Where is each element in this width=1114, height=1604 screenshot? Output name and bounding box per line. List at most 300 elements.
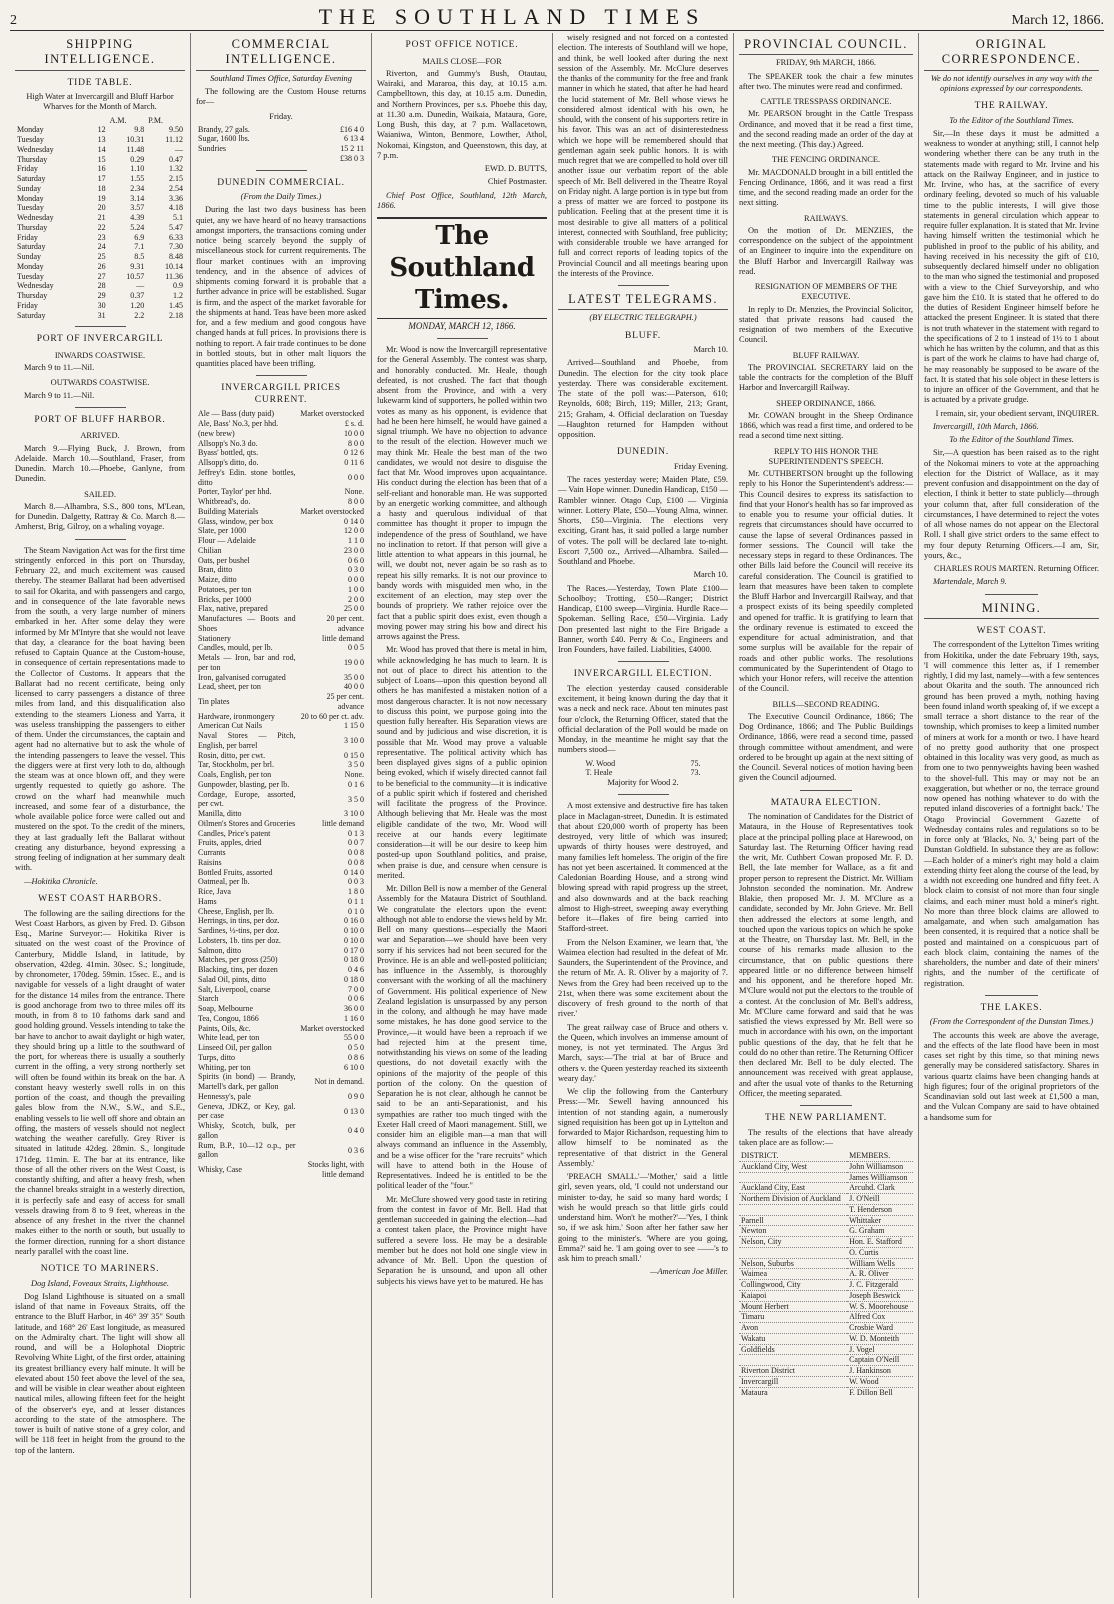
latest-telegrams-heading: LATEST TELEGRAMS. [558, 292, 728, 310]
section-heading-commercial: COMMERCIAL INTELLIGENCE. [196, 37, 366, 71]
price-row-cell: 0 0 8 [348, 848, 364, 858]
dunedin-date-2: March 10. [693, 570, 728, 580]
price-row [196, 1063, 366, 1073]
price-row [196, 526, 366, 536]
parliament-header: DISTRICT. [741, 1151, 779, 1161]
new-parliament-intro: The results of the elections that have already taken place are as follow:— [739, 1127, 913, 1147]
mining-heading: MINING. [924, 601, 1099, 619]
price-row-cell: Metals — Iron, bar and rod, per ton [198, 653, 296, 672]
price-row-cell: Whitbread's, do. [198, 497, 251, 507]
tide-row-cell: 18 [97, 183, 106, 193]
prices-current-heading: INVERCARGILL PRICES CURRENT. [221, 383, 341, 405]
parliament-row-cell: Captain O'Neill [847, 1355, 913, 1366]
price-row [196, 809, 366, 819]
new-parliament-heading: THE NEW PARLIAMENT. [765, 1113, 887, 1124]
tide-row-cell: Friday [17, 164, 38, 174]
news-source: —Hokitika Chronicle. [24, 876, 98, 886]
price-row [196, 673, 366, 683]
tide-row [15, 272, 185, 282]
price-row-cell: 0 1 0 [348, 906, 364, 916]
price-row-cell: Stocks light, with little demand [307, 1160, 364, 1179]
council-item-heading: REPLY TO HIS HONOR THE SUPERINTENDENT'S SPEECH. [768, 446, 884, 466]
price-row [196, 731, 366, 751]
price-row [196, 595, 366, 605]
tide-row-cell: 14 [97, 144, 106, 154]
price-row-cell: Cheese, English, per lb. [198, 906, 274, 916]
price-row-cell: Cordage, Europe, assorted, per cwt. [198, 789, 296, 809]
price-row-cell: £ s. d. [344, 419, 364, 429]
price-row [196, 1033, 366, 1043]
price-row [196, 994, 366, 1004]
price-row-cell: Turps, ditto [198, 1052, 236, 1062]
council-dateline: FRIDAY, 9th MARCH, 1866. [775, 58, 877, 68]
customs-return-row-cell: £16 4 0 [340, 124, 364, 134]
tide-row-cell: 2.54 [169, 183, 183, 193]
lakes-heading: THE LAKES. [980, 1002, 1043, 1013]
price-row [196, 468, 366, 488]
price-row [196, 546, 366, 556]
tide-table [15, 116, 185, 321]
dunedin-commercial-source: (From the Daily Times.) [240, 192, 322, 202]
parliament-row [739, 1194, 913, 1205]
tide-row-cell: 11.48 [126, 144, 145, 154]
tide-row-cell: 22 [97, 222, 106, 232]
inwards-heading: INWARDS COASTWISE. [54, 350, 146, 360]
price-row [196, 682, 366, 692]
parliament-table [739, 1151, 913, 1397]
price-row-cell: 25 0 0 [344, 604, 364, 614]
council-item-heading: RAILWAYS. [804, 213, 848, 223]
tide-row-cell: 2.2 [134, 310, 145, 320]
tide-row-cell: 29 [97, 291, 106, 301]
tide-row-cell: 9.31 [130, 261, 145, 271]
price-row-cell: Starch [198, 994, 219, 1004]
price-row-cell: Maize, ditto [198, 575, 237, 585]
price-row-cell: Rice, Java [198, 887, 231, 897]
parliament-row [739, 1366, 913, 1377]
tide-row [15, 184, 185, 194]
parliament-header: MEMBERS. [849, 1151, 891, 1161]
price-row [196, 770, 366, 780]
price-row-cell: (new brew) [198, 428, 235, 438]
tide-row-cell: 1.2 [173, 291, 183, 301]
editorial-paragraph: Mr. Wood has proved that there is metal in him, while acknowledging he has much to learn. It is not out of place to direct his attention to the subject of Loans—upon this question beyond all others he has manifested a mistaken notion of a most dangerous character. It is not now necessary to discuss this point, we purpose going into the question fully hereafter. His Separation views are sound and by judicious and wise discretion, it is possible that Mr. Wood may prove a valuable representative. The political activity which has been displayed gives signs of a public opinion being evoked, which if wisely directed cannot fail to be beneficial to the community—it is indicative of a public spirit which if fostered and cherished will facilitate the progress of the Province. Although believing that Mr. Heale was the most eligible candidate of the two, Mr. Wood will receive at our hands every legitimate consideration—it will be our desire to keep him posted-up upon Southland politics, and praise, when praise is due, and censure when censure is merited. [377, 645, 547, 880]
council-item-text: The PROVINCIAL SECRETARY laid on the table the contracts for the completion of the Bluff Harbor and Invercargill Railway. [739, 362, 913, 393]
price-row [196, 916, 366, 926]
parliament-row [739, 1172, 913, 1183]
correspondence-heading: ORIGINAL CORRESPONDENCE. [924, 37, 1099, 71]
customs-return-row-cell: Sundries [198, 144, 226, 153]
price-row-cell: Matches, per gross (250) [198, 955, 278, 965]
tide-row-cell: 3.57 [130, 203, 145, 213]
second-letter-place: Martendale, March 9. [933, 577, 1007, 587]
price-row [196, 897, 366, 907]
parliament-row-cell: Hon. E. Stafford [847, 1237, 913, 1248]
tide-row-cell: Thursday [17, 154, 48, 164]
tide-row [15, 125, 185, 135]
price-row [196, 926, 366, 936]
price-row-cell: 0 13 0 [344, 1106, 364, 1116]
price-row-cell: 0 1 3 [348, 828, 364, 838]
price-row-cell: Lead, sheet, per ton [198, 682, 261, 692]
post-office-sub: MAILS CLOSE—FOR [422, 56, 502, 66]
post-office-signed: EWD. D. BUTTS, [484, 164, 547, 174]
tide-row [15, 223, 185, 233]
tide-row-cell: 9.50 [169, 125, 183, 135]
price-row-cell: Hams [198, 896, 217, 906]
price-row-cell: Tar, Stockholm, per brl. [198, 760, 274, 770]
council-item-heading: BILLS—SECOND READING. [772, 699, 880, 709]
price-row [196, 868, 366, 878]
price-row [196, 965, 366, 975]
tide-row-cell: 24 [97, 242, 106, 252]
council-item-text: Mr. MACDONALD brought in a bill entitled the Fencing Ordinance, 1866, and it was read a first time, and the second reading made an order for the next sitting. [739, 167, 913, 208]
parliament-row-cell [739, 1247, 847, 1258]
parliament-row-cell: Collingwood, City [739, 1280, 847, 1291]
tide-row-cell: 26 [97, 261, 106, 271]
price-row-cell: Chilian [198, 545, 222, 555]
price-row-cell: 8 0 0 [348, 497, 364, 507]
election-result-row-cell: 75. [690, 758, 701, 768]
price-row-cell: 0 4 6 [348, 965, 364, 975]
tide-row-cell: 8.5 [134, 252, 145, 262]
price-row-cell: Candles, Price's patent [198, 828, 271, 838]
tide-row-cell: 21 [97, 213, 106, 223]
price-row-cell: 0 4 0 [348, 1126, 364, 1136]
invercargill-election-text: The election yesterday caused considerable excitement, it being known during the day that it was a neck and neck race. About ten minutes past four o'clock, the Returning Officer, stated that the official declaration of the Poll would be made on Monday, in the meantime he might say that the numbers stood— [558, 683, 728, 755]
price-row-cell: 55 0 0 [344, 1033, 364, 1043]
council-item-heading: SHEEP ORDINANCE, 1866. [776, 398, 876, 408]
tide-row-cell: 10.31 [126, 135, 145, 145]
price-row-cell: 20 to 60 per ct. adv. [300, 711, 364, 721]
parliament-row-cell: Mataura [739, 1387, 847, 1397]
telegrams-sub: (BY ELECTRIC TELEGRAPH.) [589, 313, 697, 323]
price-row-cell: 1 8 0 [348, 887, 364, 897]
price-row [196, 751, 366, 761]
parliament-row-cell: Alfred Cox [847, 1312, 913, 1323]
price-row-cell: Whisky, Case [198, 1165, 242, 1175]
price-row-cell: White lead, per ton [198, 1033, 260, 1043]
tide-row-cell: Sunday [17, 183, 41, 193]
price-row-cell: little demand [322, 818, 364, 828]
price-row-cell: Geneva, JDKZ, or Key, gal. per case [198, 1101, 296, 1121]
price-row [196, 1160, 366, 1180]
parliament-row-cell: Invercargill [739, 1376, 847, 1387]
mataura-election-text: The nomination of Candidates for the District of Mataura, in the House of Representatives took place at the principal polling place at Harewood, on Saturday last. The Returning Officer having read the writ, Mr. Cuthbert Cowan proposed Mr. F. D. Bell, the late member for Wallace, as a fit and proper person to represent the District. Mr. William Johnston seconded the nomination. Mr. Andrew Blakie, then proposed Mr. J. M. M'Clure as a candidate, seconded by Mr. John Grieve. Mr. Bell then addressed the electors at some length, and touched upon the various topics on which he spoke at the Theatre, on Thursday last. Mr. Bell, in the course of his remarks made allusion to the circumstance, that on public questions there appeared little or no difference between himself and his opponent, and he therefore hoped Mr. M'Clure would not put the electors to the trouble of a contest. At the conclusion of Mr. Bell's address, Mr. M'Clure came forward and said that he was satisfied the views expressed by Mr. Bell were so much in accordance with his own, on the important public questions of the day, that he felt that he could do no other than retire. The Returning Officer then declared Mr. Bell to be duly elected. The announcement was received with great applause, and after the usual vote of thanks to the Returning Officer, the meeting separated. [739, 812, 913, 1098]
price-row [196, 858, 366, 868]
election-result-row-cell: W. Wood [585, 758, 616, 768]
dunedin-commercial-heading: DUNEDIN COMMERCIAL. [217, 177, 345, 188]
tide-row-cell: Wednesday [17, 144, 54, 154]
price-row [196, 1092, 366, 1102]
price-row [196, 877, 366, 887]
price-row [196, 1043, 366, 1053]
price-row-cell: Market overstocked [300, 409, 364, 419]
section-heading-shipping: SHIPPING INTELLIGENCE. [15, 37, 185, 71]
price-row-cell: Coals, English, per ton [198, 770, 272, 780]
parliament-row [739, 1237, 913, 1248]
divider [437, 338, 488, 339]
price-row-cell: 0 9 0 [348, 1091, 364, 1101]
parliament-row [739, 1258, 913, 1269]
price-row-cell: Lobsters, 1b. tins per doz. [198, 935, 281, 945]
tide-row-cell: 17 [97, 174, 106, 184]
customs-return-row-cell [196, 154, 309, 164]
tide-row-cell: Saturday [17, 242, 46, 252]
price-row-cell: Salt, Liverpool, coarse [198, 984, 271, 994]
tide-row-cell: 6.9 [134, 232, 145, 242]
price-row-cell: 0 14 0 [344, 867, 364, 877]
sailed-text: March 8.—Alhambra, S.S., 800 tons, M'Lean, for Dunedin. Dalgetty, Rattray & Co. March 8.—Amherst, Brig, Gilroy, on a whaling voyage. [15, 501, 185, 532]
parliament-row [739, 1204, 913, 1215]
tide-row-cell: 1.45 [169, 300, 183, 310]
tide-row-cell: 30 [97, 300, 106, 310]
customs-return-row-cell: Brandy, 27 gals. [198, 124, 250, 134]
customs-return-row-cell: 6 13 4 [344, 134, 364, 144]
tide-row [15, 203, 185, 213]
price-row-cell: 0 10 0 [344, 935, 364, 945]
price-row-cell: Soap, Melbourne [198, 1004, 254, 1014]
dunedin-date: Friday Evening. [674, 461, 728, 471]
price-row-cell: 0 3 6 [348, 1145, 364, 1155]
price-row-cell: Rosin, ditto, per cwt. [198, 750, 266, 760]
parliament-row [739, 1344, 913, 1355]
office-line: Southland Times Office, Saturday Evening [210, 73, 352, 83]
post-office-text: Riverton, and Gummy's Bush, Otautau, Wairaki, and Mararoa, this day, at 10.15 a.m. Campbelltown, this day, at 10.15 a.m. Dunedin, and Northern Provinces, per s.s. Phoebe this day, at 11.30 a.m. Dunedin, Waikaia, Mataura, Gore, Long Bush, this day, at 7 p.m. Wallacetown, Waianiwa, Winton, Benmore, Lowther, Athol, Nokomai, Kingston, and Queenstown, this day, at 7 p.m. [377, 68, 547, 160]
tide-row-cell: 2.18 [169, 310, 183, 320]
second-letter-text: Sir,—A question has been raised as to the right of the Nokomai miners to vote at the approaching election for the District of Wallace, as it may prevent confusion and disappointment on the day of election, I think it better to state publicly—through your column that, after full consideration of the circumstances, I have determined to reject the votes of all whose names do not appear on the Electoral Roll. I shall give strict orders to the same effect to my four deputy Returning Officers.—I am, Sir, yours, &c., [924, 448, 1099, 560]
railway-letter-signed: I remain, sir, your obedient servant, INQUIRER. [935, 408, 1099, 418]
price-row-cell: Byass' bottled, qts. [198, 448, 259, 458]
customs-return-row [196, 125, 366, 135]
election-result-row [584, 759, 703, 769]
parliament-row-cell: Wakatu [739, 1333, 847, 1344]
price-row [196, 536, 366, 546]
notice-mariners-sub: Dog Island, Foveaux Straits, Lighthouse. [31, 1278, 169, 1288]
customs-return-row [196, 134, 366, 144]
price-row [196, 643, 366, 653]
parliament-row-cell: Nelson, Suburbs [739, 1258, 847, 1269]
parliament-row [739, 1376, 913, 1387]
tide-row-cell: 23 [97, 232, 106, 242]
council-item-text: Mr. CUTHBERTSON brought up the following reply to his Honor the Superintendent's address:—This Council desires to express its satisfaction to find that your Honor's health has so far improved as to enable you to resume your official duties. It regrets that circumstances should have occurred to cause the lapse of several Ordinances passed in former sessions. The Council will take the necessary steps in regard to these Ordinances. The other Bills laid before the Council will receive its careful consideration. The Council is gratified to learn that measures have been taken to complete the Bluff Harbor and Invercargill Railway, and that a prospect exists of its being speedily completed and opened for traffic. It is gratifying to learn that the ordinary revenue is estimated to exceed the expenditure for actual administration, and that some surplus will be available for the repair of roads and other public works. The resolutions communicated by the Superintendent of Otago to which your Honor refers, will receive the attention of the Council. [739, 469, 913, 694]
price-row-cell: 3 10 0 [344, 809, 364, 819]
editorial-paragraph: Mr. Dillon Bell is now a member of the General Assembly for the Mataura District of Southland. We congratulate the electors upon the event: although not able to endorse the views held by Mr. Bell on many questions—especially the Maori war and Separation—we should have been very sorry if his services had not been secured for the Province. He is an able and well-posted politician; has influence in the Assembly, is thoroughly conversant with the working of all the machinery of Government. His political experience of New Zealand legislation is unsurpassed by any person in the colony, and although he may have made some mistakes, he has done good service to the Province,—it would have been a reproach if we had rejected him at the present time, notwithstanding his views on some of the leading questions, do not dovetail exactly with the opinions of the majority of the people of this portion of the colony. On the question of Separation he is not clear, although he cannot be said to be an anti-Separationist, and his sympathies are rather too much tinged with the Exeter Hall creed of Maori management. Still, we consider him an eligible man—a man that will always command an influence in the Assembly, and be a wise officer for the "rare recruits" which will have to attend both in the House of Representatives. Indeed he is entitled to be the political leader of the "four." [377, 884, 547, 1191]
price-row-cell: 20 per cent. advance [326, 614, 364, 633]
divider [985, 594, 1038, 595]
page-number: 2 [10, 13, 17, 28]
divider [800, 790, 852, 791]
tide-row-cell: 4.39 [130, 213, 145, 223]
parliament-row-cell: Auckland City, East [739, 1183, 847, 1194]
tide-row-cell: Monday [17, 261, 44, 271]
arrived-heading: ARRIVED. [80, 431, 120, 441]
parliament-row-cell: Auckland City, West [739, 1161, 847, 1172]
tide-row [15, 233, 185, 243]
tide-row [15, 155, 185, 165]
tide-row-cell: Wednesday [17, 213, 54, 223]
price-row-cell: 0 0 6 [348, 994, 364, 1004]
parliament-row [739, 1387, 913, 1397]
canterbury-text: We clip the following from the Canterbury Press:—'Mr. Sewell having announced his intention of not standing again, a numerously signed requisition has been got up in Lyttelton and forwarded to Major Richardson, requesting him to allow himself to be nominated as the representative of that district in the General Assembly.' [558, 1087, 728, 1168]
price-row-cell: Iron, galvanised corrugated [198, 672, 286, 682]
parliament-row [739, 1226, 913, 1237]
parliament-row-cell: Mount Herbert [739, 1301, 847, 1312]
price-row [196, 819, 366, 829]
council-opening: The SPEAKER took the chair a few minutes after two. The minutes were read and confirmed. [739, 71, 913, 91]
customs-return-row [196, 154, 366, 164]
election-results-table [584, 759, 703, 779]
price-row-cell: Bran, ditto [198, 565, 233, 575]
parliament-row [739, 1215, 913, 1226]
price-row [196, 458, 366, 468]
tide-row [15, 213, 185, 223]
parliament-row-cell: Timaru [739, 1312, 847, 1323]
price-row-cell: Oilmen's Stores and Groceries [198, 818, 296, 828]
price-row-cell: Allsopp's No.3 do. [198, 438, 258, 448]
price-row-cell: Oatmeal, per lb. [198, 877, 250, 887]
price-row-cell: 0 0 8 [348, 857, 364, 867]
price-row-cell: Bottled Fruits, assorted [198, 867, 273, 877]
arrived-text: March 9.—Flying Buck, J. Brown, from Adelaide. March 10.—Southland, Fraser, from Dunedin. March 10.—Phoebe, Ganlyne, from Dunedin. [15, 443, 185, 484]
price-row-cell: Not in demand. [314, 1077, 364, 1087]
price-row-cell: 8 0 0 [348, 438, 364, 448]
prices-current-table [196, 409, 366, 1179]
election-result-row-cell: T. Heale [585, 768, 613, 778]
tide-row-cell: 25 [97, 252, 106, 262]
post-office-role: Chief Postmaster. [487, 177, 547, 187]
price-row [196, 556, 366, 566]
council-item-heading: THE FENCING ORDINANCE. [771, 155, 881, 165]
tide-row-cell: 0.47 [169, 154, 183, 164]
price-row-cell: 0 3 0 [348, 565, 364, 575]
tide-row [15, 291, 185, 301]
tide-row-cell: — [136, 281, 145, 291]
dunedin-text-2: The Races.—Yesterday, Town Plate £100—Schoolboy; Trotting, £50—Ranger; District Handicap, £100 sweep—Virginia. Hurdle Race—Spokeman. Selling Race, £50—Virginia. Lady Don presented last night to the Fire Brigade a Banner, worth £40. Perry & Co., Engineers and Iron Founders, have failed. Liabilities, £4000. [558, 583, 728, 655]
divider [75, 539, 126, 540]
lakes-sub: (From the Correspondent of the Dunstan Times.) [929, 1017, 1094, 1027]
column-telegrams [553, 33, 734, 1598]
price-row-cell: Blacking, tins, per dozen [198, 965, 278, 975]
parliament-row-cell [739, 1204, 847, 1215]
price-row-cell: 0 1 1 [348, 896, 364, 906]
price-row [196, 585, 366, 595]
price-row-cell: 36 0 0 [344, 1004, 364, 1014]
price-row-cell: 1 16 0 [344, 1013, 364, 1023]
parliament-row-cell: J. Hankinson [847, 1366, 913, 1377]
price-row-cell: Currants [198, 848, 226, 858]
mataura-election-heading: MATAURA ELECTION. [770, 797, 882, 808]
outwards-heading: OUTWARDS COASTWISE. [50, 378, 150, 388]
nelson-text: From the Nelson Examiner, we learn that, 'the Waimea election had resulted in the defeat of Mr. Saunders, the Superintendent of the Province, and the return of Mr. A. R. Oliver by a majority of 7. News from the Grey had been received up to the 21st, when there was some excitement about the discovery of fresh ground to the north of that river.' [558, 937, 728, 1019]
price-row-cell: 19 0 0 [344, 658, 364, 668]
invercargill-election-heading: INVERCARGILL ELECTION. [573, 669, 713, 680]
price-row-cell: None. [344, 770, 364, 780]
parliament-row-cell: Waimea [739, 1269, 847, 1280]
price-row-cell: 3 10 0 [344, 736, 364, 746]
tide-row-cell: Tuesday [17, 203, 44, 213]
port-bluff-heading: PORT OF BLUFF HARBOR. [34, 414, 166, 425]
price-row-cell: Hennessy's, pale [198, 1091, 251, 1101]
price-row-cell: Tea, Congou, 1866 [198, 1013, 259, 1023]
tide-row-cell: 31 [97, 310, 106, 320]
price-row [196, 653, 366, 673]
price-row [196, 1014, 366, 1024]
price-row-cell: Manilla, ditto [198, 809, 242, 819]
price-row-cell: Manufactures — Boots and Shoes [198, 614, 296, 633]
tide-row-cell: Friday [17, 232, 38, 242]
council-item-text: In reply to Dr. Menzies, the Provincial Solicitor, stated that private reasons had caused the resignation of two members of the Executive Council. [739, 304, 913, 345]
price-row-cell: Rum, B.P., 10—12 o.p., per gallon [198, 1140, 296, 1160]
tide-row-cell: 1.10 [130, 164, 145, 174]
tide-row-cell: 3.14 [130, 193, 145, 203]
price-row-cell: Allsopp's ditto, do. [198, 458, 259, 468]
price-row [196, 517, 366, 527]
tide-row [15, 311, 185, 321]
price-row-cell: 1 1 0 [348, 536, 364, 546]
price-row-cell: 0 17 0 [344, 945, 364, 955]
tide-row-cell: 15 [97, 154, 106, 164]
price-row [196, 1141, 366, 1161]
editorial-dateline: MONDAY, MARCH 12, 1866. [408, 321, 516, 332]
customs-returns-table [196, 125, 366, 164]
tide-table-title: TIDE TABLE. [67, 77, 133, 88]
issue-date: March 12, 1866. [1011, 13, 1104, 28]
parliament-row-cell [739, 1172, 847, 1183]
price-row-cell: 0 0 0 [348, 575, 364, 585]
parliament-row-cell: Newton [739, 1226, 847, 1237]
price-row-cell: American Cut Nails [198, 721, 262, 731]
parliament-row-cell: Parnell [739, 1215, 847, 1226]
tide-row-cell: 5.47 [169, 222, 183, 232]
parliament-row-cell: Northern Division of Auckland [739, 1194, 847, 1205]
majority-line: Majority for Wood 2. [607, 778, 679, 788]
price-row-cell: Hardware, ironmongery [198, 711, 275, 721]
price-row-cell: Spirits (in bond) — Brandy, Martell's dark, per gallon [198, 1072, 296, 1092]
price-row-cell: Stationery [198, 633, 231, 643]
second-letter-to: To the Editor of the Southland Times. [949, 435, 1074, 445]
price-row-cell: 0 10 0 [344, 926, 364, 936]
lakes-text: The accounts this week are above the average, and the effects of the late flood have been in most cases set right by this time, so that mining news generally may be considered satisfactory. Shares in various quartz claims have been changing hands at high figures; four of the original proprietors of the Scandinavian sold out last week at £1,500 a man, and the Vulcan Company are said to have obtained a handsome sum for [924, 1030, 1099, 1122]
price-row-cell: 3 5 0 [348, 794, 364, 804]
price-row-cell: 1 0 0 [348, 584, 364, 594]
price-row-cell: Ale, Bass' No.3, per hhd. [198, 419, 279, 429]
price-row-cell: 25 per cent. advance [326, 692, 364, 711]
price-row-cell: Fruits, apples, dried [198, 838, 262, 848]
parliament-row-cell: Kaiapoi [739, 1290, 847, 1301]
railway-letter-text: Sir,—In these days it must be admitted a weakness to wonder at anything; still, I cannot help wondering whether there can be any truth in the statements made with regard to Mr. Irvine and his attack on the Railway Engineer, and in justice to Mr. Irvine, who has, at the sacrifice of every ordinary feeling, devoted so much of his valuable time to the public interests, I will give those statements in general circulation which appear to require fuller explanation. It is stated that Mr. Irvine having himself written the testimonial which he published in proof to the public of his ability, and having received in his necessity the gift of £10, subsequently declared himself under no obligation to the man who signed the testimonial and proposed with a view to the Chief Surveyorship, and who gave him the £10. It is stated that he offered to do the duties of Resident Engineer himself before he attacked the present Engineer. It is stated that there is not truth whatever in the statement with regard to the specifications of 2 to 1 instead of 1½ to 1 about which he has written by the column, and that as this is part of the work he claims to have had charge of, he may reasonably be supposed to be aware of the fact. It is stated that his sole object in these letters is to injure an officer of the Government, and that he is actuated by a private grudge. [924, 128, 1099, 405]
price-row-cell: Sardines, ½-tins, per doz. [198, 926, 280, 936]
parliament-row-cell: Nelson, City [739, 1237, 847, 1248]
price-row-cell: 12 0 0 [344, 526, 364, 536]
council-item-heading: RESIGNATION OF MEMBERS OF THE EXECUTIVE. [754, 282, 898, 302]
parliament-row-cell: Arcuhd. Clark [847, 1183, 913, 1194]
tide-row-cell: 10.14 [165, 261, 183, 271]
price-row [196, 507, 366, 517]
price-row [196, 1102, 366, 1122]
tide-row [15, 145, 185, 155]
port-invercargill-heading: PORT OF INVERCARGILL [36, 334, 164, 345]
paper-nameplate: The Southland Times. [377, 217, 547, 319]
post-office-place: Chief Post Office, Southland, 12th March, 1866. [377, 190, 547, 210]
council-item-heading: BLUFF RAILWAY. [792, 350, 860, 360]
fire-text: A most extensive and destructive fire has taken place in Maclagan-street, Dunedin. It is estimated that about £20,000 worth of property has been destroyed, very little of which was insured; upwards of thirty houses were destroyed, and many families left homeless. The origin of the fire has not yet been ascertained. It commenced at the Caledonian Boarding House, and a strong wind blowing spread with rapid progress up the street, and also downwards and at the back reaching almost to High-street, sweeping away everything before it—flakes of fire being carried into Stafford-street. [558, 801, 728, 934]
price-row [196, 448, 366, 458]
parliament-row [739, 1247, 913, 1258]
parliament-row-cell: Riverton District [739, 1366, 847, 1377]
price-row-cell: 2 0 0 [348, 594, 364, 604]
price-row-cell: 0 0 0 [348, 472, 364, 482]
